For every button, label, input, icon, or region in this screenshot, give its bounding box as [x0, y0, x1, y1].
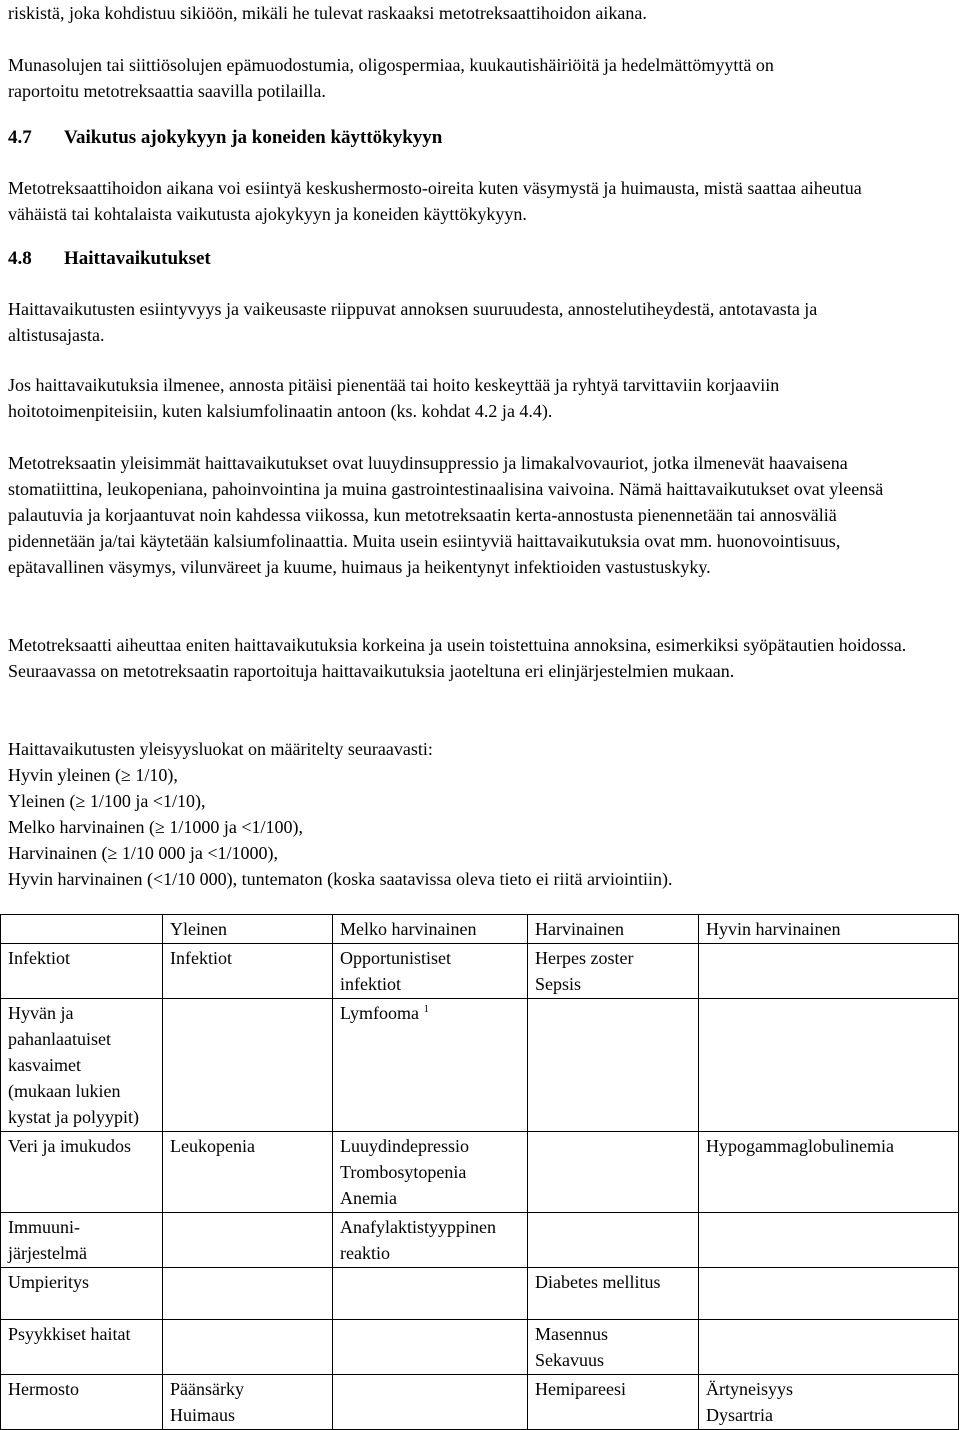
frequency-item: Hyvin harvinainen (<1/10 000), tuntematon (koska saatavissa oleva tieto ei riitä arviointiin). — [8, 869, 673, 889]
table-cell-organ-class: Hermosto — [1, 1375, 163, 1430]
paragraph-frequency-severity: Haittavaikutusten esiintyvyys ja vaikeusaste riippuvat annoksen suuruudesta, annostelutiheydestä, antotavasta ja altistusajasta. — [8, 299, 818, 345]
table-header-cell: Melko harvinainen — [333, 915, 528, 944]
table-cell: Masennus Sekavuus — [528, 1320, 699, 1375]
table-cell-organ-class: Infektiot — [1, 944, 163, 999]
table-header-row — [1, 915, 959, 944]
table-header-cell — [1, 915, 163, 944]
table-cell: Hemipareesi — [528, 1375, 699, 1430]
paragraph-high-dose: Metotreksaatti aiheuttaa eniten haittavaikutuksia korkeina ja usein toistettuina annoksina, esimerkiksi syöpätautien hoidossa. Seuraavassa on metotreksaatin raportoituja haittavaikutuksia jaoteltuna eri elinjärjestelmien mukaan. — [8, 635, 907, 681]
table-cell: Luuydindepressio Trombosytopenia Anemia — [333, 1132, 528, 1213]
frequency-item: Yleinen (≥ 1/100 ja <1/10), — [8, 791, 206, 811]
table-cell — [333, 1268, 528, 1320]
table-cell — [163, 1213, 333, 1268]
table-cell-organ-class: Umpieritys — [1, 1268, 163, 1320]
section-number: 4.7 — [8, 127, 32, 148]
table-cell: Leukopenia — [163, 1132, 333, 1213]
table-cell-organ-class: Hyvän ja pahanlaatuiset kasvaimet (mukaan lukien kystat ja polyypit) — [1, 999, 163, 1132]
table-row — [1, 1213, 959, 1268]
section-title: Vaikutus ajokykyyn ja koneiden käyttökykyyn — [64, 127, 443, 148]
table-cell — [699, 1268, 959, 1320]
frequency-item: Melko harvinainen (≥ 1/1000 ja <1/100), — [8, 817, 303, 837]
table-cell: Opportunistiset infektiot — [333, 944, 528, 999]
table-row — [1, 1320, 959, 1375]
section-title: Haittavaikutukset — [64, 248, 211, 269]
table-cell-organ-class: Psyykkiset haitat — [1, 1320, 163, 1375]
table-cell: Ärtyneisyys Dysartria — [699, 1375, 959, 1430]
table-header-cell: Harvinainen — [528, 915, 699, 944]
table-header-cell: Yleinen — [163, 915, 333, 944]
table-cell — [163, 999, 333, 1132]
table-row — [1, 1132, 959, 1213]
table-cell-organ-class: Immuuni- järjestelmä — [1, 1213, 163, 1268]
table-cell: Lymfooma $^1$ — [333, 999, 528, 1132]
paragraph-fertility: Munasolujen tai siittiösolujen epämuodostumia, oligospermiaa, kuukautishäiriöitä ja hedelmättömyyttä on raportoitu metotreksaattia saavilla potilailla. — [8, 55, 774, 101]
section-number: 4.8 — [8, 248, 32, 269]
table-cell: Anafylaktistyyppinen reaktio — [333, 1213, 528, 1268]
paragraph-common-effects: Metotreksaatin yleisimmät haittavaikutukset ovat luuydinsuppressio ja limakalvovauriot, jotka ilmenevät haavaisena stomatiittina, leukopeniana, pahoinvointina ja muina gastrointestinaalisina vaivoina. Nämä haittavaikutukset ovat yleensä palautuvia ja korjaantuvat noin kahdessa viikossa, kun metotreksaatin kerta-annostusta pienennetään tai annosväliä pidennetään ja/tai käytetään kalsiumfolinaattia. Muita usein esiintyviä haittavaikutuksia ovat mm. huonovointisuus, epätavallinen väsymys, vilunväreet ja kuume, huimaus ja heikentynyt infektioiden vastustuskyky. — [8, 453, 884, 577]
table-cell — [528, 1132, 699, 1213]
table-row — [1, 999, 959, 1132]
paragraph-dose-reduction: Jos haittavaikutuksia ilmenee, annosta pitäisi pienentää tai hoito keskeyttää ja ryhtyä tarvittaviin korjaaviin hoitotoimenpiteisiin, kuten kalsiumfolinaatin antoon (ks. kohdat 4.2 ja 4.4). — [8, 375, 780, 421]
table-cell — [528, 1213, 699, 1268]
table-row — [1, 1268, 959, 1320]
adverse-effects-table — [0, 914, 959, 1430]
table-cell — [163, 1268, 333, 1320]
table-row — [1, 944, 959, 999]
table-cell — [699, 944, 959, 999]
table-cell: Herpes zoster Sepsis — [528, 944, 699, 999]
table-row — [1, 1375, 959, 1430]
section-heading-4-7 — [8, 125, 442, 151]
table-cell: Hypogammaglobulinemia — [699, 1132, 959, 1213]
table-cell — [699, 999, 959, 1132]
table-cell: Infektiot — [163, 944, 333, 999]
frequency-item: Harvinainen (≥ 1/10 000 ja <1/1000), — [8, 843, 278, 863]
table-cell: Päänsärky Huimaus — [163, 1375, 333, 1430]
section-heading-4-8 — [8, 246, 211, 272]
table-cell — [528, 999, 699, 1132]
frequency-list — [8, 762, 672, 892]
table-cell — [699, 1320, 959, 1375]
frequency-item: Hyvin yleinen (≥ 1/10), — [8, 765, 178, 785]
footnote-marker: 1 — [423, 1003, 429, 1015]
paragraph-pregnancy-risk: riskistä, joka kohdistuu sikiöön, mikäli he tulevat raskaaksi metotreksaattihoidon aikana. — [8, 3, 647, 23]
table-cell — [333, 1320, 528, 1375]
frequency-definitions — [8, 736, 672, 892]
table-header-cell: Hyvin harvinainen — [699, 915, 959, 944]
paragraph-driving: Metotreksaattihoidon aikana voi esiintyä keskushermosto-oireita kuten väsymystä ja huimausta, mistä saattaa aiheutua vähäistä tai kohtalaista vaikutusta ajokykyyn ja koneiden käyttökykyyn. — [8, 178, 862, 224]
table-cell-organ-class: Veri ja imukudos — [1, 1132, 163, 1213]
table-cell — [163, 1320, 333, 1375]
table-cell: Diabetes mellitus — [528, 1268, 699, 1320]
frequency-intro: Haittavaikutusten yleisyysluokat on määritelty seuraavasti: — [8, 739, 433, 759]
table-cell — [699, 1213, 959, 1268]
table-cell — [333, 1375, 528, 1430]
